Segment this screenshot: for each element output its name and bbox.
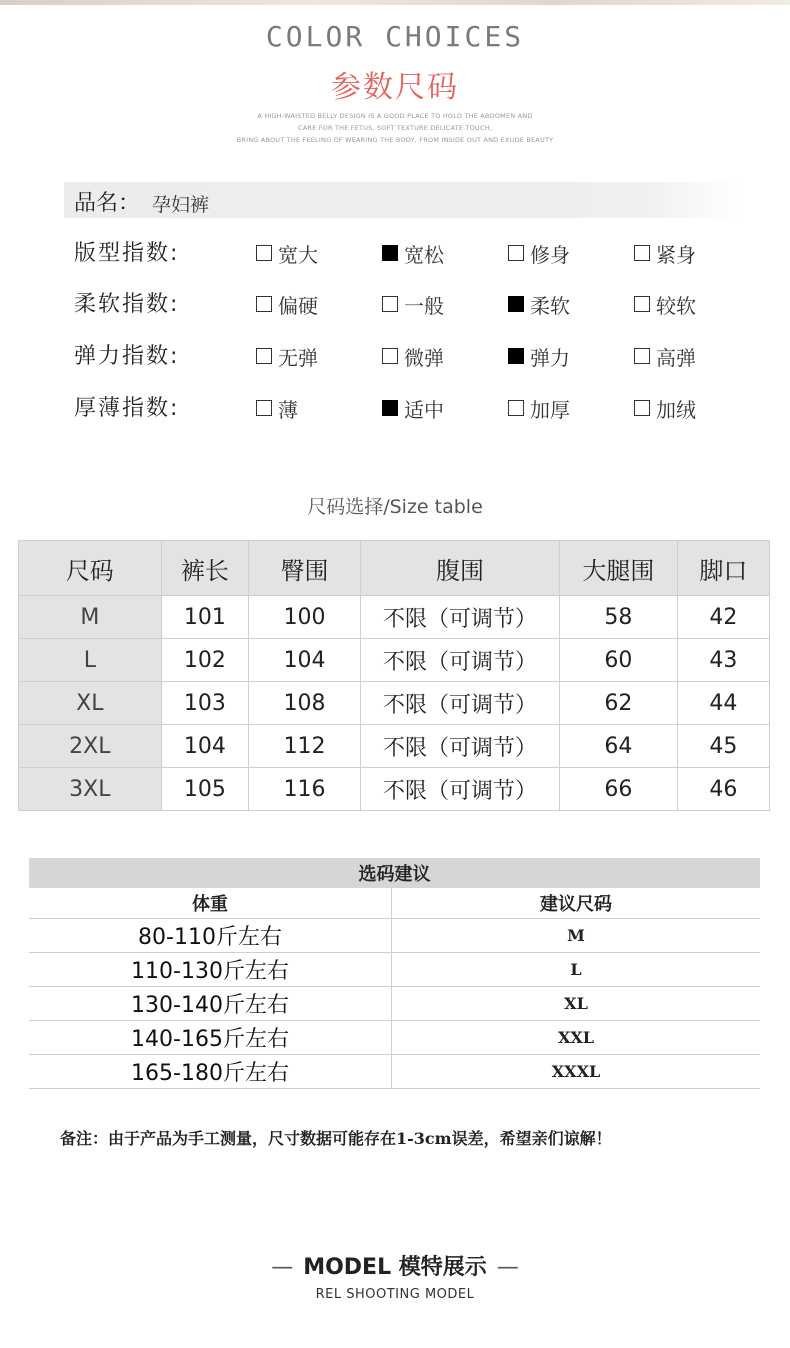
index-option-label: 偏硬 xyxy=(278,293,318,318)
table-cell: 62 xyxy=(560,682,678,725)
index-option xyxy=(634,393,696,423)
checked-box-icon xyxy=(508,348,524,364)
index-option xyxy=(256,238,318,268)
weight-cell: 165-180斤左右 xyxy=(29,1055,392,1089)
table-row xyxy=(19,725,770,768)
index-option-label: 加绒 xyxy=(656,397,696,422)
table-cell: L xyxy=(19,639,162,682)
tagline-line: BRING ABOUT THE FEELING OF WEARING THE BODY, FROM INSIDE OUT AND EXUDE BEAUTY xyxy=(236,136,554,144)
table-cell: 104 xyxy=(249,639,361,682)
index-option-label: 无弹 xyxy=(278,345,318,370)
unchecked-box-icon xyxy=(382,296,398,312)
checked-box-icon xyxy=(382,400,398,416)
product-name-label: 品名： xyxy=(74,191,141,216)
table-cell: 104 xyxy=(161,725,248,768)
column-header: 建议尺码 xyxy=(392,888,761,919)
unchecked-box-icon xyxy=(256,348,272,364)
index-option xyxy=(508,393,570,423)
checked-box-icon xyxy=(508,296,524,312)
index-option-label: 修身 xyxy=(530,242,570,267)
index-option-label: 高弹 xyxy=(656,345,696,370)
index-option xyxy=(256,289,318,319)
unchecked-box-icon xyxy=(256,245,272,261)
unchecked-box-icon xyxy=(634,400,650,416)
table-cell: 58 xyxy=(560,596,678,639)
checked-box-icon xyxy=(382,245,398,261)
table-cell: 45 xyxy=(677,725,769,768)
table-cell: M xyxy=(19,596,162,639)
column-header: 大腿围 xyxy=(560,541,678,596)
index-option-label: 加厚 xyxy=(530,397,570,422)
index-option-label: 一般 xyxy=(404,293,444,318)
size-cell: L xyxy=(392,953,761,987)
table-row xyxy=(29,1021,760,1055)
table-cell: 46 xyxy=(677,768,769,811)
weight-cell: 80-110斤左右 xyxy=(29,919,392,953)
index-option-label: 薄 xyxy=(278,397,298,422)
table-cell: 60 xyxy=(560,639,678,682)
section-title-en: COLOR CHOICES xyxy=(265,20,525,53)
table-cell: 3XL xyxy=(19,768,162,811)
table-cell: 116 xyxy=(249,768,361,811)
index-option xyxy=(508,341,570,371)
index-row xyxy=(74,391,754,431)
unchecked-box-icon xyxy=(382,348,398,364)
table-cell: 不限（可调节） xyxy=(361,725,560,768)
size-cell: M xyxy=(392,919,761,953)
table-cell: 103 xyxy=(161,682,248,725)
column-header: 尺码 xyxy=(19,541,162,596)
tagline-line: A HIGH-WAISTED BELLY DESIGN IS A GOOD PLACE TO HOLD THE ABDOMEN AND xyxy=(257,112,533,120)
table-cell: 44 xyxy=(677,682,769,725)
tagline-line: CARE FOR THE FETUS, SOFT TEXTURE DELICATE TOUCH, xyxy=(298,124,492,132)
index-option-label: 较软 xyxy=(656,293,696,318)
recommend-title-row xyxy=(29,858,760,888)
index-option-label: 紧身 xyxy=(656,242,696,267)
weight-cell: 130-140斤左右 xyxy=(29,987,392,1021)
index-label: 厚薄指数: xyxy=(74,396,180,421)
index-option xyxy=(256,341,318,371)
unchecked-box-icon xyxy=(508,245,524,261)
size-table-header-row xyxy=(19,541,770,596)
table-cell: 43 xyxy=(677,639,769,682)
unchecked-box-icon xyxy=(256,400,272,416)
index-row xyxy=(74,287,754,327)
table-cell: 不限（可调节） xyxy=(361,682,560,725)
size-cell: XXL xyxy=(392,1021,761,1055)
recommend-title: 选码建议 xyxy=(29,858,760,888)
index-label: 版型指数: xyxy=(74,241,180,266)
index-label: 弹力指数: xyxy=(74,344,180,369)
index-option-label: 柔软 xyxy=(530,293,570,318)
index-option-label: 适中 xyxy=(404,397,444,422)
size-cell: XXXL xyxy=(392,1055,761,1089)
index-option xyxy=(256,393,298,423)
index-option xyxy=(382,238,444,268)
unchecked-box-icon xyxy=(256,296,272,312)
column-header: 臀围 xyxy=(249,541,361,596)
table-row xyxy=(29,987,760,1021)
recommend-header-row xyxy=(29,888,760,919)
size-table xyxy=(18,540,770,811)
table-row xyxy=(19,682,770,725)
model-section-title xyxy=(0,1250,790,1281)
unchecked-box-icon xyxy=(634,296,650,312)
model-section-subtitle: REL SHOOTING MODEL xyxy=(315,1287,475,1302)
index-option xyxy=(508,238,570,268)
table-cell: 66 xyxy=(560,768,678,811)
size-cell: XL xyxy=(392,987,761,1021)
table-cell: 64 xyxy=(560,725,678,768)
weight-cell: 110-130斤左右 xyxy=(29,953,392,987)
table-cell: 42 xyxy=(677,596,769,639)
index-option-label: 弹力 xyxy=(530,345,570,370)
index-option xyxy=(382,341,444,371)
title-dash: — xyxy=(271,1255,294,1280)
weight-cell: 140-165斤左右 xyxy=(29,1021,392,1055)
index-option xyxy=(382,289,444,319)
table-cell: XL xyxy=(19,682,162,725)
index-label: 柔软指数: xyxy=(74,292,180,317)
table-row xyxy=(29,1055,760,1089)
table-row xyxy=(19,596,770,639)
table-cell: 不限（可调节） xyxy=(361,639,560,682)
table-cell: 不限（可调节） xyxy=(361,596,560,639)
index-option xyxy=(634,341,696,371)
index-option xyxy=(634,238,696,268)
table-cell: 101 xyxy=(161,596,248,639)
index-option xyxy=(634,289,696,319)
table-row xyxy=(19,768,770,811)
unchecked-box-icon xyxy=(634,348,650,364)
size-recommendation-table xyxy=(29,858,760,1089)
index-option-label: 宽大 xyxy=(278,242,318,267)
table-cell: 100 xyxy=(249,596,361,639)
table-row xyxy=(29,953,760,987)
table-cell: 112 xyxy=(249,725,361,768)
table-cell: 105 xyxy=(161,768,248,811)
column-header: 脚口 xyxy=(677,541,769,596)
unchecked-box-icon xyxy=(634,245,650,261)
table-cell: 2XL xyxy=(19,725,162,768)
table-row xyxy=(29,919,760,953)
table-cell: 108 xyxy=(249,682,361,725)
tagline xyxy=(0,110,790,146)
table-cell: 不限（可调节） xyxy=(361,768,560,811)
section-title-cn: 参数尺码 xyxy=(331,70,459,105)
product-name-row xyxy=(64,182,739,218)
column-header: 裤长 xyxy=(161,541,248,596)
unchecked-box-icon xyxy=(508,400,524,416)
column-header: 腹围 xyxy=(361,541,560,596)
model-title-text: MODEL 模特展示 xyxy=(303,1255,487,1280)
table-cell: 102 xyxy=(161,639,248,682)
title-dash: — xyxy=(496,1255,519,1280)
column-header: 体重 xyxy=(29,888,392,919)
size-table-heading: 尺码选择/Size table xyxy=(307,496,483,518)
index-row xyxy=(74,339,754,379)
index-option-label: 宽松 xyxy=(404,242,444,267)
index-option xyxy=(508,289,570,319)
measurement-note: 备注：由于产品为手工测量，尺寸数据可能存在1-3cm误差，希望亲们谅解！ xyxy=(60,1129,612,1148)
table-row xyxy=(19,639,770,682)
product-name-value: 孕妇裤 xyxy=(152,194,210,216)
index-option-label: 微弹 xyxy=(404,345,444,370)
top-photo-strip xyxy=(0,0,790,5)
index-row xyxy=(74,236,754,276)
index-option xyxy=(382,393,444,423)
